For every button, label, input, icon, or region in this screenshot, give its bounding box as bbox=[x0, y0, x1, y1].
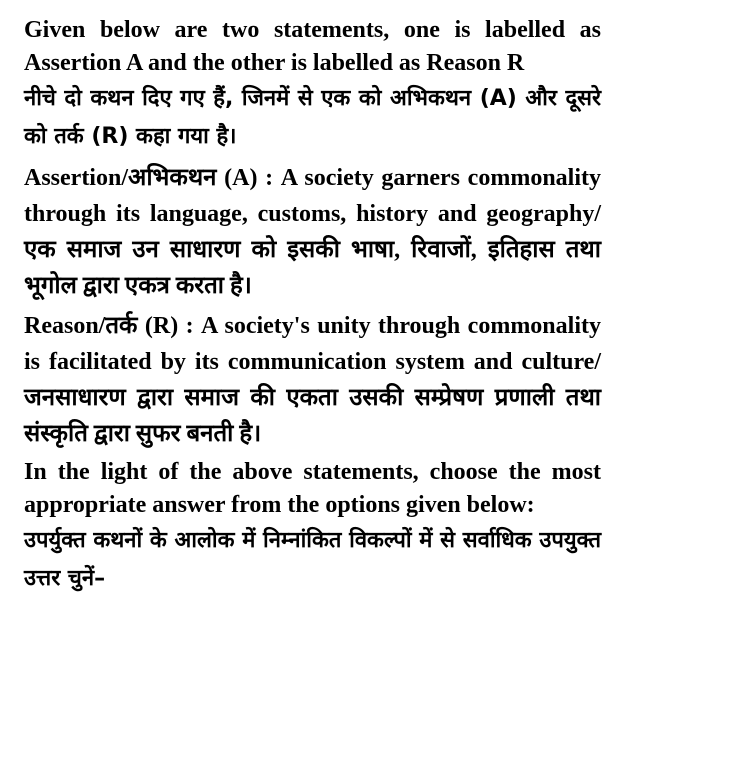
reason-statement: Reason/तर्क (R) : A society's unity through commonality is facilitated by its communication system and culture/जनसाधारण द्वारा समाज की एकता उसकी सम्प्रेषण प्रणाली तथा संस्कृति द्वारा सुफर बनती है। bbox=[24, 313, 601, 447]
assertion-statement: Assertion/अभिकथन (A) : A society garners commonality through its language, customs, history and geography/एक समाज उन साधारण को इसकी भाषा, रिवाजों, इतिहास तथा भूगोल द्वारा एकत्र करता है। bbox=[24, 165, 601, 299]
instruction-english: In the light of the above statements, choose the most appropriate answer from the options given below: bbox=[24, 459, 601, 518]
intro-hindi: नीचे दो कथन दिए गए हैं, जिनमें से एक को अभिकथन (A) और दूसरे को तर्क (R) कहा गया है। bbox=[24, 86, 601, 149]
instruction-hindi: उपर्युक्त कथनों के आलोक में निम्नांकित विकल्पों में से सर्वाधिक उपयुक्त उत्तर चुनें– bbox=[24, 528, 601, 591]
question-text-block bbox=[24, 14, 601, 598]
intro-english: Given below are two statements, one is labelled as Assertion A and the other is labelled as Reason R bbox=[24, 17, 601, 76]
